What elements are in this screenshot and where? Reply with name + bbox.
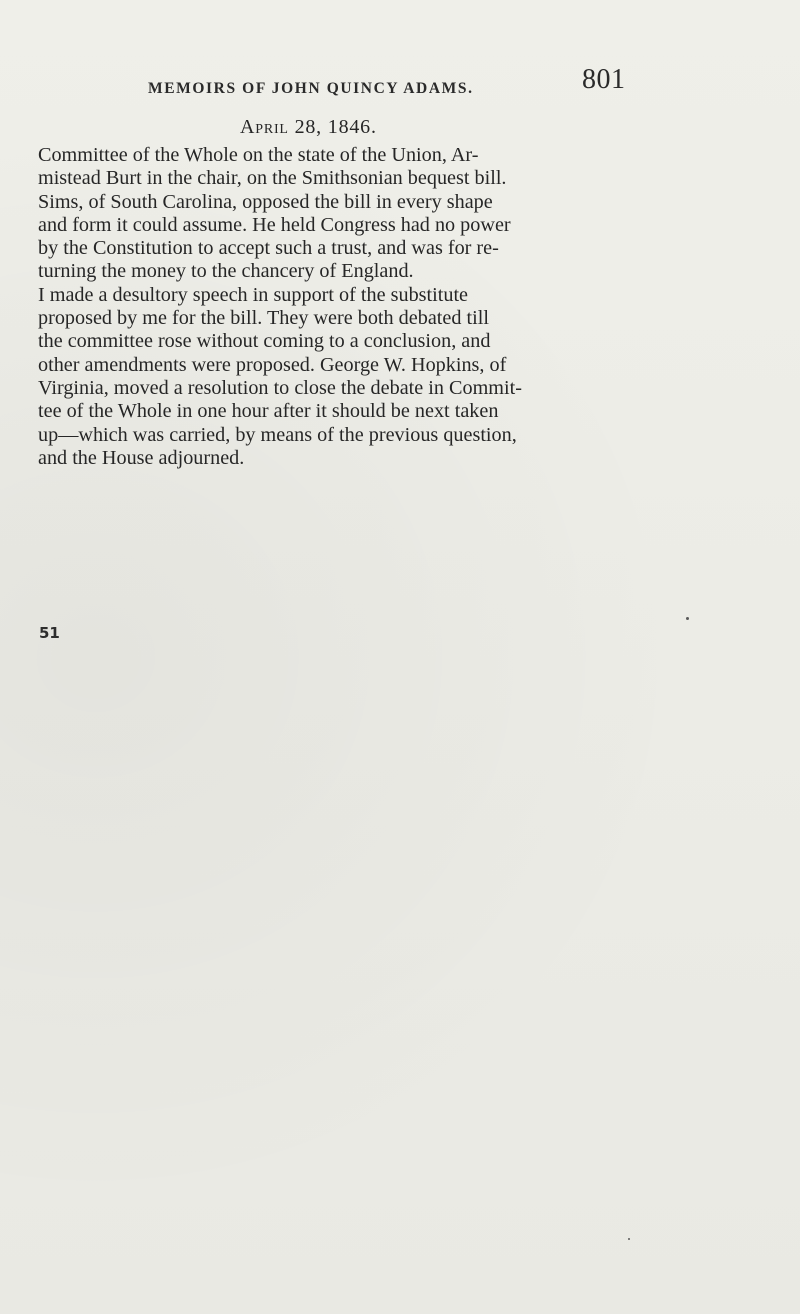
body-line: and the House adjourned. (38, 446, 245, 469)
page-number: 801 (582, 64, 626, 95)
body-line: mistead Burt in the chair, on the Smithsonian bequest bill. (38, 167, 507, 190)
body-line: Sims, of South Carolina, opposed the bill in every shape (38, 190, 493, 213)
body-line: by the Constitution to accept such a trust, and was for re- (38, 237, 499, 260)
body-line: turning the money to the chancery of England. (38, 260, 414, 283)
paper-speck (628, 1238, 630, 1240)
signature-mark: 51 (39, 624, 60, 642)
body-line: Virginia, moved a resolution to close the debate in Commit- (38, 376, 522, 399)
body-line: the committee rose without coming to a conclusion, and (38, 330, 491, 353)
body-line: proposed by me for the bill. They were both debated till (38, 307, 489, 330)
body-line: and form it could assume. He held Congress had no power (38, 213, 511, 236)
paper-speck (686, 617, 689, 620)
entry-body (38, 144, 768, 470)
running-title: MEMOIRS OF JOHN QUINCY ADAMS. (148, 80, 474, 97)
body-line: up—which was carried, by means of the previous question, (38, 423, 517, 446)
entry-date-heading: April 28, 1846. (240, 116, 377, 138)
body-line: I made a desultory speech in support of the substitute (38, 283, 469, 306)
body-line: tee of the Whole in one hour after it should be next taken (38, 400, 499, 423)
body-line: other amendments were proposed. George W. Hopkins, of (38, 353, 507, 376)
body-line: Committee of the Whole on the state of the Union, Ar- (38, 144, 479, 166)
